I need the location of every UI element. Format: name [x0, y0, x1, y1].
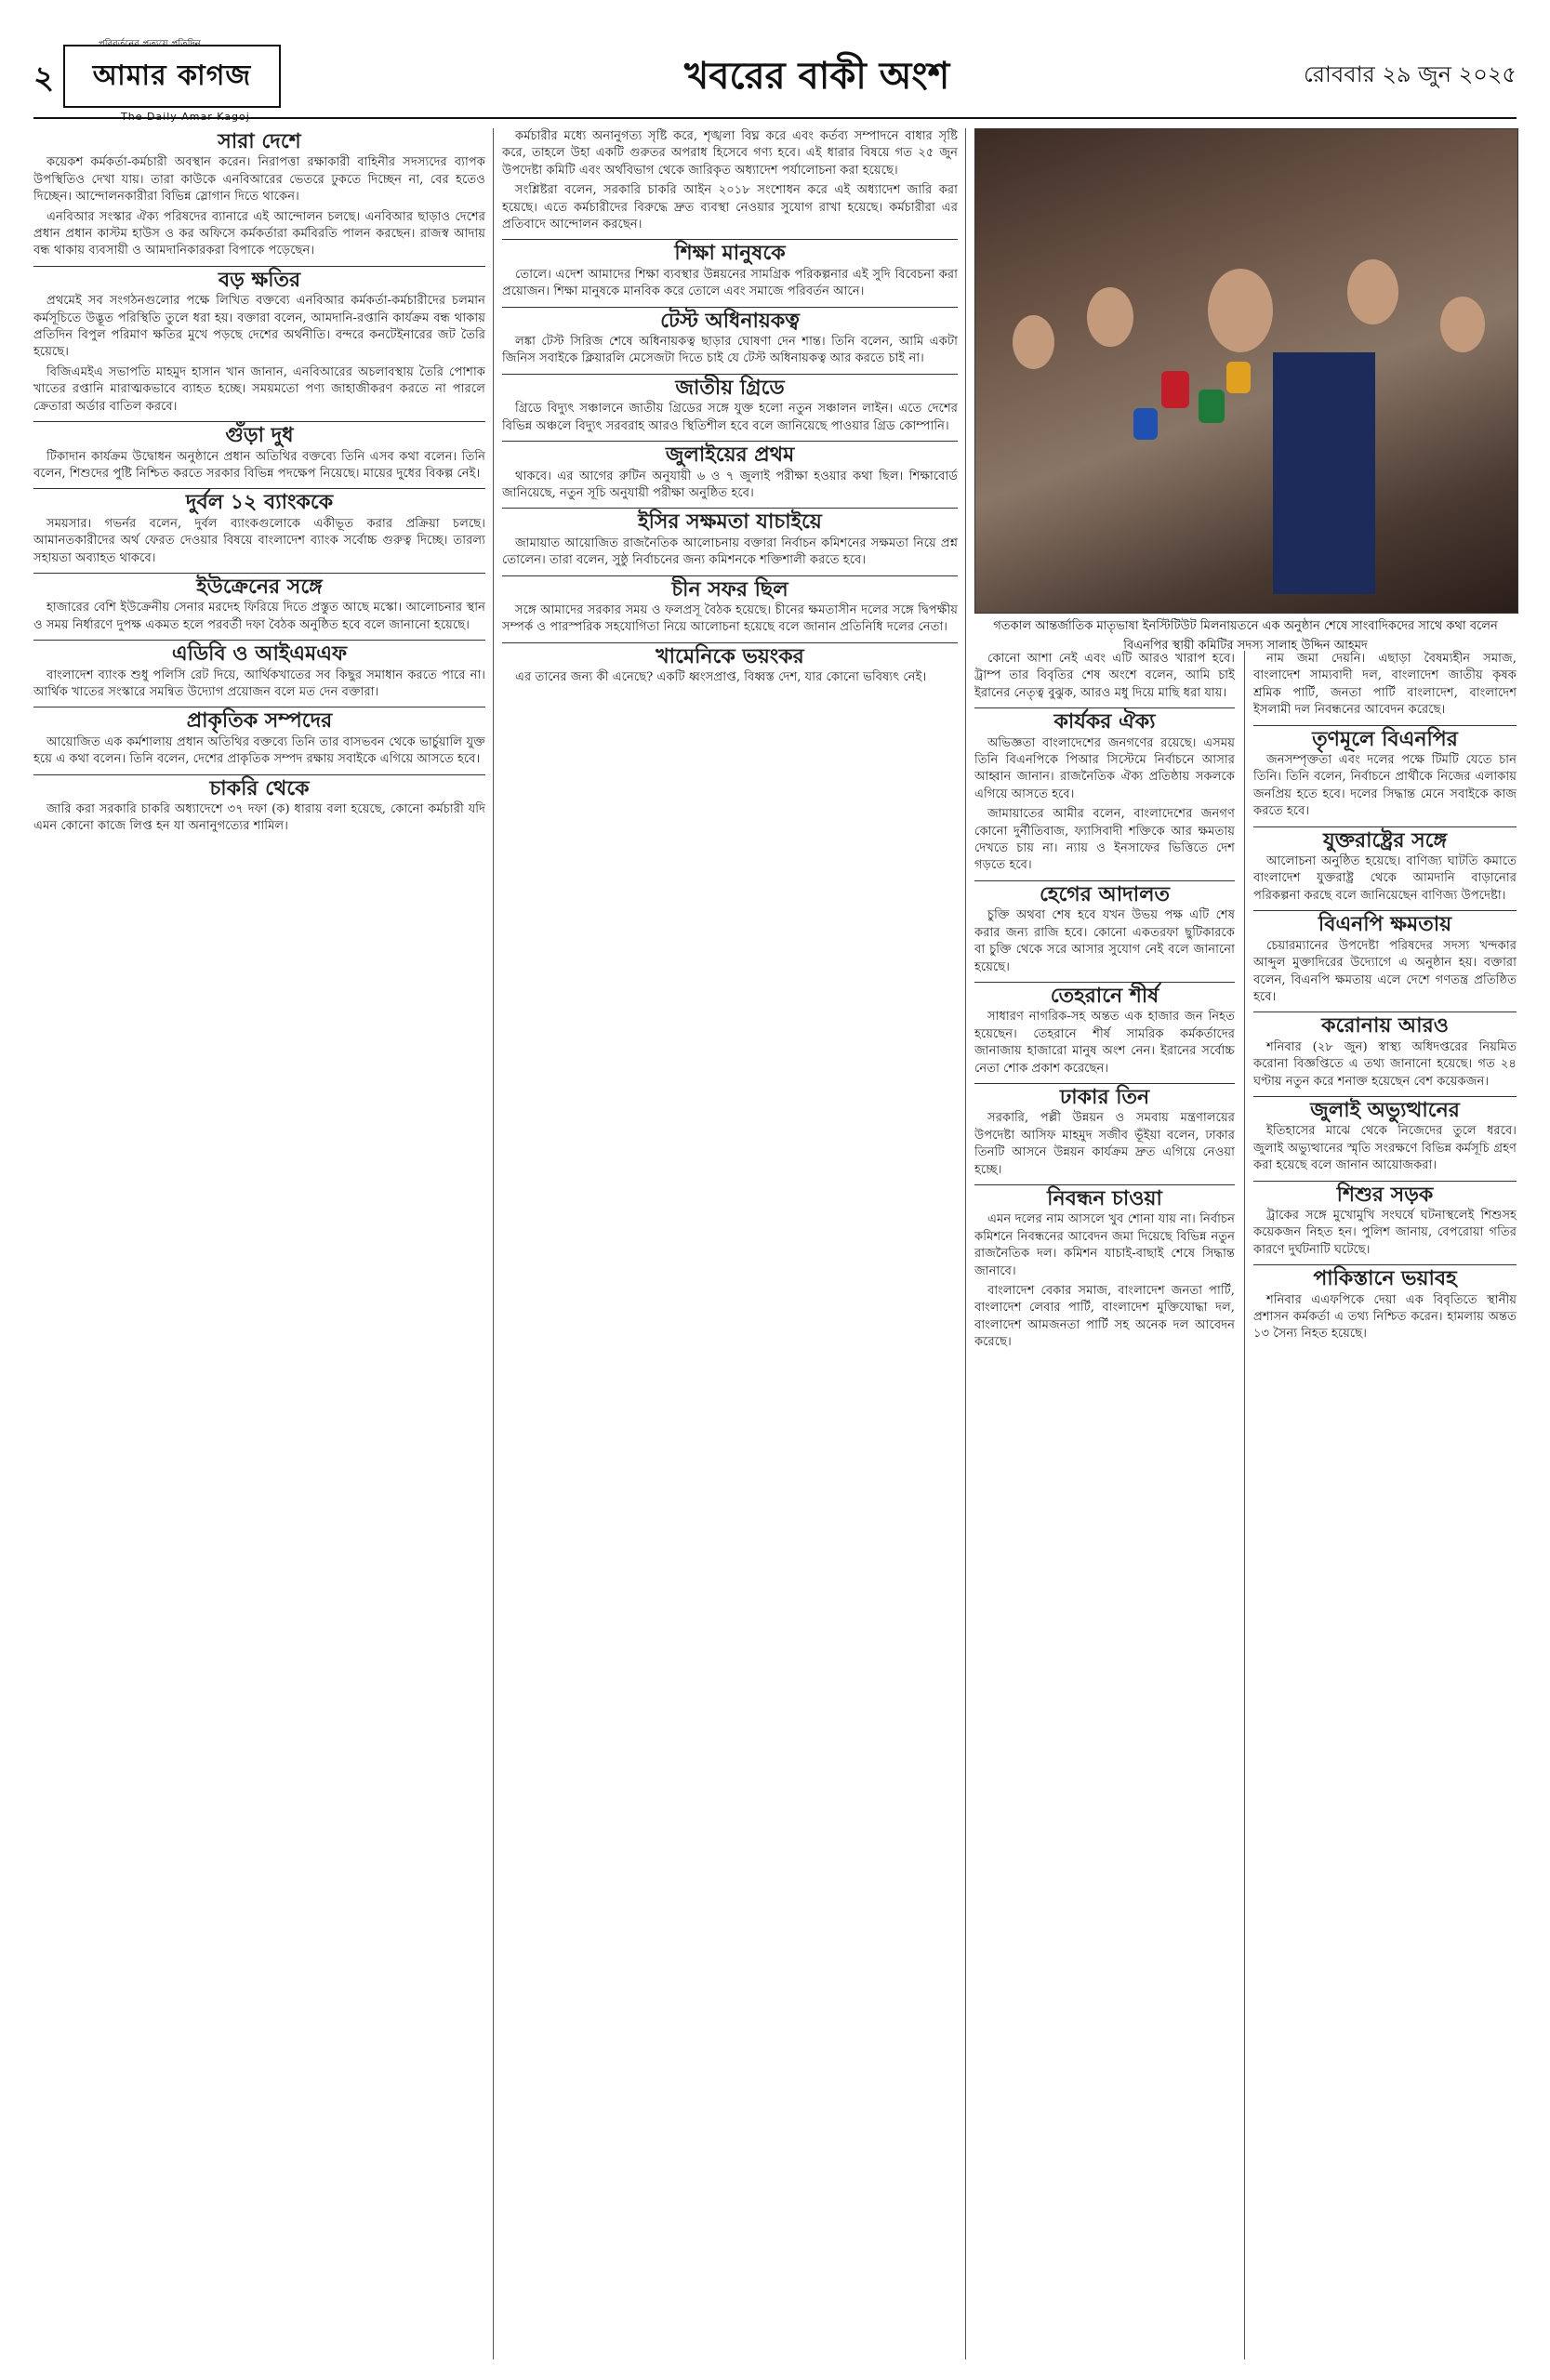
masthead-subtitle: The Daily Amar Kagoj — [121, 111, 250, 123]
person-face — [1347, 259, 1398, 324]
paragraph: আয়োজিত এক কর্মশালায় প্রধান অতিথির বক্তব্যে তিনি তার বাসভবন থেকে ভার্চুয়ালি যুক্ত হয়ে এ কথা বলেন। তিনি বলেন, দেশের প্রাকৃতিক সম্পদ রক্ষায় সবাইকে এগিয়ে আসতে হবে। — [33, 734, 485, 767]
divider — [1253, 725, 1517, 726]
headline: নিবন্ধন চাওয়া — [1047, 1186, 1162, 1210]
paragraph: কোনো আশা নেই এবং এটি আরও খারাপ হবে। ট্রাম্প তার বিবৃতির শেষ অংশে বলেন, আমি চাই ইরানের নেতৃত্ব বুঝুক, আরও মধু দিয়ে মাছি ধরা যায়। — [974, 652, 1235, 700]
headline: জাতীয় গ্রিডে — [675, 376, 785, 400]
headline: কার্যকর ঐক্য — [1053, 710, 1156, 734]
column-4 — [1253, 651, 1517, 1346]
divider — [502, 642, 958, 643]
person-face — [1087, 287, 1133, 347]
paragraph: গ্রিডে বিদ্যুৎ সঞ্চালনে জাতীয় গ্রিডের সঙ্গে যুক্ত হলো নতুন সঞ্চালন লাইন। এতে দেশের বিভিন্ন অঞ্চলে বিদ্যুৎ সরবরাহ আরও স্থিতিশীল হবে বলে জানিয়েছে পাওয়ার গ্রিড কোম্পানি। — [502, 402, 958, 433]
divider — [502, 575, 958, 576]
paragraph: কয়েকশ কর্মকর্তা-কর্মচারী অবস্থান করেন। নিরাপত্তা রক্ষাকারী বাহিনীর সদস্যদের ব্যাপক উপস্থিতিও দেখা যায়। তারা কাউকে এনবিআরের ভেতরে ঢুকতে দিচ্ছেন না, বের হতেও দিচ্ছেন। আন্দোলনকারীরা বিভিন্ন স্লোগান দিতে থাকেন। — [33, 155, 485, 205]
paragraph: লঙ্কা টেস্ট সিরিজ শেষে অধিনায়কত্ব ছাড়ার ঘোষণা দেন শান্ত। তিনি বলেন, আমি একটা জিনিস সবাইকে ক্লিয়ারলি মেসেজটা দিতে চাই যে টেস্ট অধিনায়কত্ব আর করতে চাই না। — [502, 335, 958, 366]
paragraph: বাংলাদেশ ব্যাংক শুধু পলিসি রেট দিয়ে, আর্থিকখাতের সব কিছুর সমাধান করতে পারে না। আর্থিক খাতের সংস্কারে সমন্বিত উদ্যোগ প্রয়োজন বলে মত দেন বক্তারা। — [33, 668, 485, 699]
page-number: ২ — [33, 60, 55, 97]
divider — [33, 774, 485, 775]
divider — [974, 982, 1235, 983]
divider — [974, 880, 1235, 881]
page-header — [33, 37, 1517, 123]
divider — [33, 640, 485, 641]
paragraph: সময়সার। গভর্নর বলেন, দুর্বল ব্যাংকগুলোকে একীভূত করার প্রক্রিয়া চলছে। আমানতকারীদের অর্থ ফেরত দেওয়ার বিষয়ে বাংলাদেশ ব্যাংক সর্বোচ্চ গুরুত্ব দিচ্ছে। তারল্য সহায়তা অব্যাহত থাকবে। — [33, 516, 485, 565]
microphone-icon — [1161, 371, 1189, 408]
masthead-tagline: পরিবর্তনের প্রত্যয়ে প্রতিদিন — [99, 39, 201, 49]
paragraph: কর্মচারীর মধ্যে অনানুগত্য সৃষ্টি করে, শৃঙ্খলা বিঘ্ন করে এবং কর্তব্য সম্পাদনে বাধার সৃষ্টি করে, তাহলে উহা একটি গুরুতর অপরাধ হিসেবে গণ্য হবে। এই ধারার বিষয়ে গত ২৫ জুন উপদেষ্টা কমিটি এবং অর্থবিভাগ থেকে জারিকৃত অধ্যাদেশ পর্যালোচনা করা হয়েছে। — [502, 129, 958, 178]
paragraph: জনসম্পৃক্ততা এবং দলের পক্ষে টিমটি যেতে চান তিনি। তিনি বলেন, নির্বাচনে প্রার্থীকে নিজের এলাকায় জনপ্রিয় হতে হবে। দলের সিদ্ধান্ত মেনে সবাইকে কাজ করতে হবে। — [1253, 753, 1517, 819]
headline: চাকরি থেকে — [209, 776, 310, 800]
headline: টেস্ট অধিনায়কত্ব — [660, 309, 800, 333]
headline: হেগের আদালত — [1039, 882, 1170, 906]
paragraph: জামায়াতের আমীর বলেন, বাংলাদেশের জনগণ কোনো দুর্নীতিবাজ, ফ্যাসিবাদী শক্তিকে আর ক্ষমতায় দেখতে চায় না। ন্যায় ও ইনসাফের ভিত্তিতে দেশ গড়তে হবে। — [974, 807, 1235, 873]
section-title: খবরের বাকী অংশ — [684, 54, 950, 98]
headline: তৃণমূলে বিএনপির — [1312, 727, 1458, 751]
divider — [502, 239, 958, 240]
paragraph: সরকারি, পল্লী উন্নয়ন ও সমবায় মন্ত্রণালয়ের উপদেষ্টা আসিফ মাহমুদ সজীব ভূঁইয়া বলেন, ঢাকার তিনটি আসনে উন্নয়ন কার্যক্রম দ্রুত এগিয়ে নেওয়া হচ্ছে। — [974, 1111, 1235, 1177]
column-divider — [493, 128, 494, 2360]
paragraph: এনবিআর সংস্কার ঐক্য পরিষদের ব্যানারে এই আন্দোলন চলছে। এনবিআর ছাড়াও দেশের প্রধান প্রধান কাস্টম হাউস ও কর অফিসে কর্মকর্তারা কর্মবিরতি পালন করছেন। রাজস্ব আদায় বন্ধ থাকায় ব্যবসায়ী ও আমদানিকারকরা বিপাকে পড়েছেন। — [33, 209, 485, 258]
divider — [502, 307, 958, 308]
divider — [1253, 1181, 1517, 1182]
column-divider — [965, 128, 966, 2360]
divider — [33, 573, 485, 574]
headline: ইসির সক্ষমতা যাচাইয়ে — [638, 510, 822, 535]
photo-caption: গতকাল আন্তর্জাতিক মাতৃভাষা ইনস্টিটিউট মিলনায়তনে এক অনুষ্ঠান শেষে সাংবাদিকদের সাথে কথা বলেন বিএনপির স্থায়ী কমিটির সদস্য সালাহ উদ্দিন আহমদ — [993, 619, 1498, 653]
paragraph: প্রথমেই সব সংগঠনগুলোর পক্ষে লিখিত বক্তব্যে এনবিআর কর্মকর্তা-কর্মচারীদের চলমান কর্মসূচিতে উদ্ভূত পরিস্থিতি তুলে ধরা হয়। বক্তারা বলেন, আমদানি-রপ্তানি কার্যক্রম বন্ধ থাকায় প্রতিদিন বিপুল পরিমাণ ক্ষতির মুখে পড়ছে দেশের অর্থনীতি। বন্দরে কনটেইনারের জট তৈরি হয়েছে। — [33, 294, 485, 360]
headline: চীন সফর ছিল — [671, 577, 788, 602]
paragraph: ইতিহাসের মাঝে থেকে নিজেদের তুলে ধরবে। জুলাই অভ্যুত্থানের স্মৃতি সংরক্ষণে বিভিন্ন কর্মসূচি গ্রহণ করা হয়েছে বলে জানান আয়োজকরা। — [1253, 1124, 1517, 1173]
divider — [1253, 1096, 1517, 1097]
headline: দুর্বল ১২ ব্যাংককে — [185, 491, 334, 515]
headline: শিশুর সড়ক — [1336, 1183, 1434, 1207]
paragraph: জারি করা সরকারি চাকরি অধ্যাদেশে ৩৭ দফা (ক) ধারায় বলা হয়েছে, কোনো কর্মচারী যদি এমন কোনো কাজে লিপ্ত হন যা অনানুগত্যের শামিল। — [33, 802, 485, 834]
headline: প্রাকৃতিক সম্পদের — [186, 709, 333, 734]
paragraph: বিজিএমইএ সভাপতি মাহমুদ হাসান খান জানান, এনবিআরের অচলাবস্থায় তৈরি পোশাক খাতের রপ্তানি মারাত্মকভাবে ব্যাহত হচ্ছে। সময়মতো পণ্য জাহাজীকরণ করতে না পারলে ক্রেতারা অর্ডার বাতিল করবে। — [33, 364, 485, 414]
paragraph: সঙ্গে আমাদের সরকার সময় ও ফলপ্রসূ বৈঠক হয়েছে। চীনের ক্ষমতাসীন দলের সঙ্গে দ্বিপক্ষীয় সম্পর্ক ও পারস্পরিক সহযোগিতা নিয়ে আলোচনা হয়েছে বলে জানান প্রতিনিধি দলের নেতা। — [502, 602, 958, 635]
microphone-icon — [1133, 408, 1158, 440]
headline: শিক্ষা মানুষকে — [674, 242, 786, 266]
headline: জুলাই অভ্যুত্থানের — [1310, 1098, 1460, 1122]
divider — [33, 421, 485, 422]
news-photo[interactable] — [974, 128, 1518, 614]
paragraph: তোলে। এদেশ আমাদের শিক্ষা ব্যবস্থার উন্নয়নের সামগ্রিক পরিকল্পনার এই সুদি বিবেচনা করা প্রয়োজন। শিক্ষা মানুষকে মানবিক করে তোলে এবং সমাজে পরিবর্তন আনে। — [502, 267, 958, 299]
paragraph: এমন দলের নাম আসলে খুব শোনা যায় না। নির্বাচন কমিশনে নিবন্ধনের আবেদন জমা দিয়েছে বিভিন্ন নতুন রাজনৈতিক দল। কমিশন যাচাই-বাছাই শেষে সিদ্ধান্ত জানাবে। — [974, 1212, 1235, 1278]
headline: গুঁড়া দুধ — [225, 424, 294, 448]
headline: তেহরানে শীর্ষ — [1050, 984, 1159, 1008]
paragraph: এর তানের জন্য কী এনেছে? একটি ধ্বংসপ্রাপ্ত, বিধ্বস্ত দেশ, যার কোনো ভবিষ্যৎ নেই। — [515, 670, 927, 685]
column-1 — [33, 128, 485, 839]
paragraph: সাধারণ নাগরিক-সহ অন্তত এক হাজার জন নিহত হয়েছেন। তেহরানে শীর্ষ সামরিক কর্মকর্তাদের জানাজায় হাজারো মানুষ অংশ নেন। ইরানের সর্বোচ্চ নেতা শোক প্রকাশ করেছেন। — [974, 1010, 1235, 1076]
headline: এডিবি ও আইএমএফ — [171, 642, 348, 667]
headline: সারা দেশে — [218, 130, 301, 153]
paragraph: থাকবে। এর আগের রুটিন অনুযায়ী ৬ ও ৭ জুলাই পরীক্ষা হওয়ার কথা ছিল। শিক্ষাবোর্ড জানিয়েছে, নতুন সূচি অনুযায়ী পরীক্ষা অনুষ্ঠিত হবে। — [502, 469, 958, 500]
divider — [974, 707, 1235, 708]
paragraph: সংশ্লিষ্টরা বলেন, সরকারি চাকরি আইন ২০১৮ সংশোধন করে এই অধ্যাদেশ জারি করা হয়েছে। এতে কর্মচারীদের বিরুদ্ধে দ্রুত ব্যবস্থা নেওয়ার সুযোগ রাখা হয়েছে। কর্মচারীরা এর প্রতিবাদে আন্দোলন করছেন। — [502, 183, 958, 232]
paragraph: আলোচনা অনুষ্ঠিত হয়েছে। বাণিজ্য ঘাটতি কমাতে বাংলাদেশ যুক্তরাষ্ট্র থেকে আমদানি বাড়ানোর পরিকল্পনা করছে বলে জানিয়েছেন বাণিজ্য উপদেষ্টা। — [1253, 854, 1517, 903]
microphone-icon — [1199, 390, 1225, 423]
divider — [502, 374, 958, 375]
issue-date: রোববার ২৯ জুন ২০২৫ — [1303, 61, 1517, 87]
microphone-icon — [1226, 362, 1251, 393]
headline: ইউক্রেনের সঙ্গে — [196, 575, 323, 599]
headline: জুলাইয়ের প্রথম — [665, 443, 795, 468]
divider — [974, 1184, 1235, 1185]
paragraph: চেয়ারম্যানের উপদেষ্টা পরিষদের সদস্য খন্দকার আব্দুল মুক্তাদিরের উদ্যোগে এ অনুষ্ঠান হয়। বক্তারা বলেন, বিএনপি ক্ষমতায় এলে দেশে গণতন্ত্র প্রতিষ্ঠিত হবে। — [1253, 938, 1517, 1004]
divider — [502, 508, 958, 509]
column-2 — [502, 128, 958, 690]
paragraph: হাজারের বেশি ইউক্রেনীয় সেনার মরদেহ ফিরিয়ে দিতে প্রস্তুত আছে মস্কো। আলোচনার স্থান ও সময় নির্ধারণে দুপক্ষ একমত হলে পরবর্তী দফা বৈঠক অনুষ্ঠিত হবে বলে জানানো হয়েছে। — [33, 601, 485, 632]
divider — [1253, 1264, 1517, 1265]
headline: পাকিস্তানে ভয়াবহ — [1313, 1267, 1457, 1291]
person-face — [1440, 297, 1485, 352]
divider — [502, 441, 958, 442]
person-face — [1208, 269, 1273, 352]
divider — [33, 488, 485, 489]
headline: খামেনিকে ভয়ংকর — [656, 644, 804, 668]
divider — [1253, 826, 1517, 827]
divider — [974, 1083, 1235, 1084]
column-3 — [974, 651, 1235, 1355]
person-jacket — [1273, 352, 1375, 594]
paragraph: ট্রাকের সঙ্গে মুখোমুখি সংঘর্ষে ঘটনাস্থলেই শিশুসহ কয়েকজন নিহত হন। পুলিশ জানায়, বেপরোয়া গতির কারণে দুর্ঘটনাটি ঘটেছে। — [1253, 1208, 1517, 1257]
paragraph: চুক্তি অথবা শেষ হবে যখন উভয় পক্ষ এটি শেষ করার জন্য রাজি হবে। কোনো একতরফা ছুটিকারকে বা চুক্তি থেকে সরে আসার সুযোগ নেই বলে জানানো হয়েছে। — [974, 908, 1235, 974]
headline: করোনায় আরও — [1321, 1014, 1449, 1038]
headline: ঢাকার তিন — [1059, 1085, 1150, 1109]
paragraph: নাম জমা দেয়নি। এছাড়া বৈষম্যহীন সমাজ, বাংলাদেশ সাম্যবাদী দল, বাংলাদেশ জাতীয় কৃষক শ্রমিক পার্টি, জনতা পার্টি বাংলাদেশ, বাংলাদেশ ইসলামী দল নিবন্ধনের আবেদন করেছে। — [1253, 652, 1517, 718]
paragraph: বাংলাদেশ বেকার সমাজ, বাংলাদেশ জনতা পার্টি, বাংলাদেশ লেবার পার্টি, বাংলাদেশ মুক্তিযোদ্ধা দল, বাংলাদেশ আমজনতা পার্টি সহ অনেক দল আবেদন করেছে। — [974, 1284, 1235, 1350]
paragraph: অভিজ্ঞতা বাংলাদেশের জনগণের রয়েছে। এসময় তিনি বিএনপিকে পিআর সিস্টেমে নির্বাচনে আসার আহ্বান জানান। রাজনৈতিক ঐক্য প্রতিষ্ঠায় সকলকে এগিয়ে আসতে হবে। — [974, 735, 1235, 801]
paragraph: জামায়াত আয়োজিত রাজনৈতিক আলোচনায় বক্তারা নির্বাচন কমিশনের সক্ষমতা নিয়ে প্রশ্ন তোলেন। তারা বলেন, সুষ্ঠু নির্বাচনের জন্য কমিশনকে শক্তিশালী করতে হবে। — [502, 536, 958, 568]
headline: বড় ক্ষতির — [218, 268, 301, 292]
newspaper-masthead[interactable] — [63, 45, 281, 123]
column-divider — [1244, 651, 1245, 2360]
divider — [1253, 910, 1517, 911]
divider — [33, 266, 485, 267]
headline: বিএনপি ক্ষমতায় — [1318, 913, 1452, 937]
masthead-title: আমার কাগজ — [92, 59, 252, 92]
person-face — [1013, 315, 1054, 369]
paragraph: শনিবার এএফপিকে দেয়া এক বিবৃতিতে স্থানীয় প্রশাসন কর্মকর্তা এ তথ্য নিশ্চিত করেন। হামলায় অন্তত ১৩ সৈন্য নিহত হয়েছে। — [1253, 1292, 1517, 1342]
paragraph: শনিবার (২৮ জুন) স্বাস্থ্য অধিদপ্তরের নিয়মিত করোনা বিজ্ঞপ্তিতে এ তথ্য জানানো হয়েছে। গত ২৪ ঘণ্টায় নতুন করে শনাক্ত হয়েছেন বেশ কয়েকজন। — [1253, 1039, 1517, 1089]
headline: যুক্তরাষ্ট্রের সঙ্গে — [1322, 828, 1448, 853]
paragraph: টিকাদান কার্যক্রম উদ্বোধন অনুষ্ঠানে প্রধান অতিথির বক্তব্যে তিনি এসব কথা বলেন। তিনি বলেন, শিশুদের পুষ্টি নিশ্চিত করতে সরকার বিভিন্ন পদক্ষেপ নিয়েছে। মায়ের দুধের বিকল্প নেই। — [33, 449, 485, 481]
